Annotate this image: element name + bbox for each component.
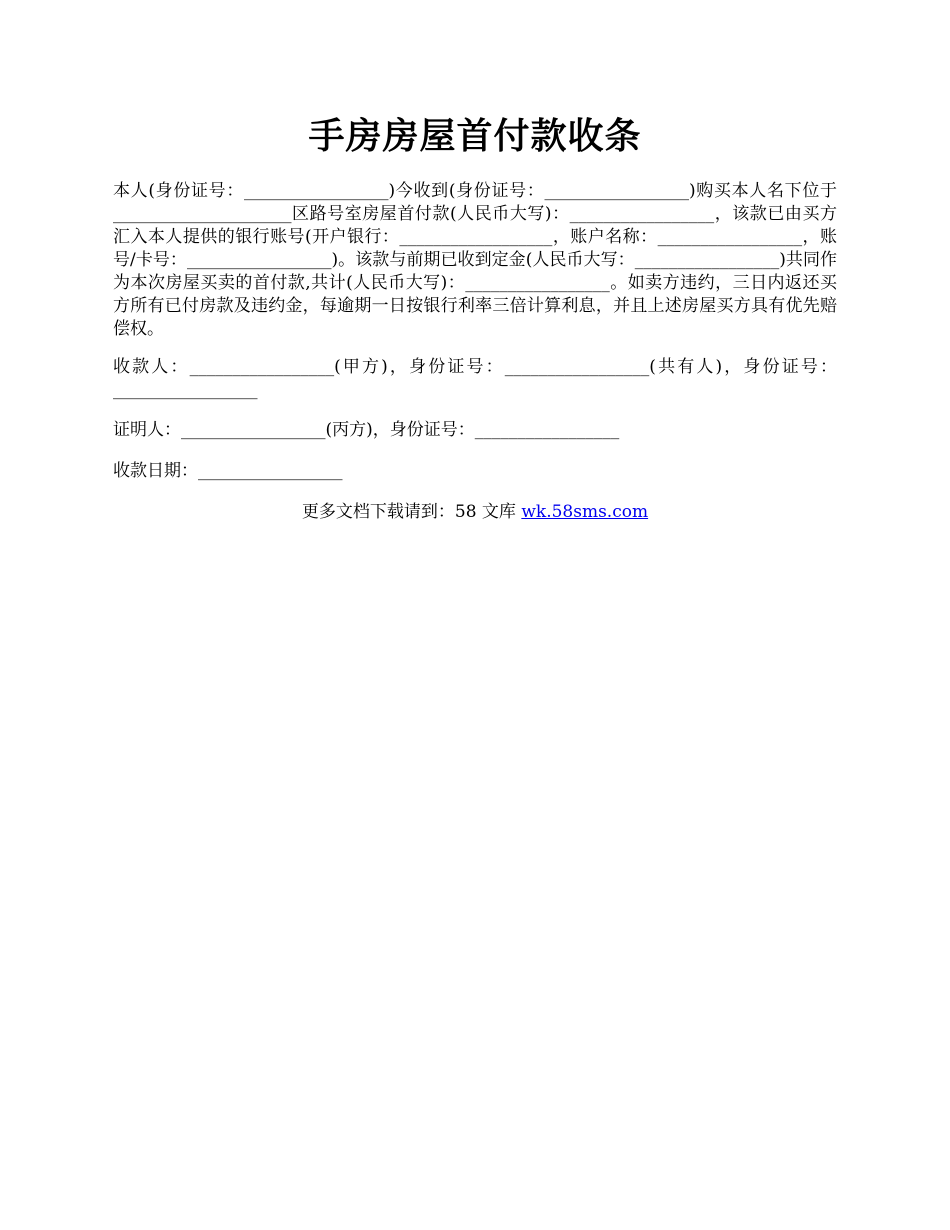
witness-line: 证明人：_________________(丙方)，身份证号：_________________ [113,420,620,440]
footer-prefix: 更多文档下载请到：58 文库 [301,502,522,522]
receipt-body-paragraph: 本人(身份证号：_________________)今收到(身份证号：_________________)购买本人名下位于_____________________区路号室房屋首付款(人民币大写)：_________________，该款已由买方汇入本人提供的银行账号(开户银行：__________________，账户名称：_________________，账号/卡号：_________________)。该款与前期已收到定金(人民币大写：_________________)共同作为本次房屋买卖的首付款,共计(人民币大写)：_________________。如卖方违约，三日内返还买方所有已付房款及违约金，每逾期一日按银行利率三倍计算利息，并且上述房屋买方具有优先赔偿权。 [113,181,837,339]
receipt-date-line: 收款日期：_________________ [113,461,343,481]
footer-link[interactable]: wk.58sms.com [521,502,649,522]
document-title: 手房房屋首付款收条 [308,115,642,157]
footer-note [113,501,837,524]
payee-line: 收款人：_________________(甲方)，身份证号：_________________(共有人)，身份证号：_________________ [113,357,837,400]
